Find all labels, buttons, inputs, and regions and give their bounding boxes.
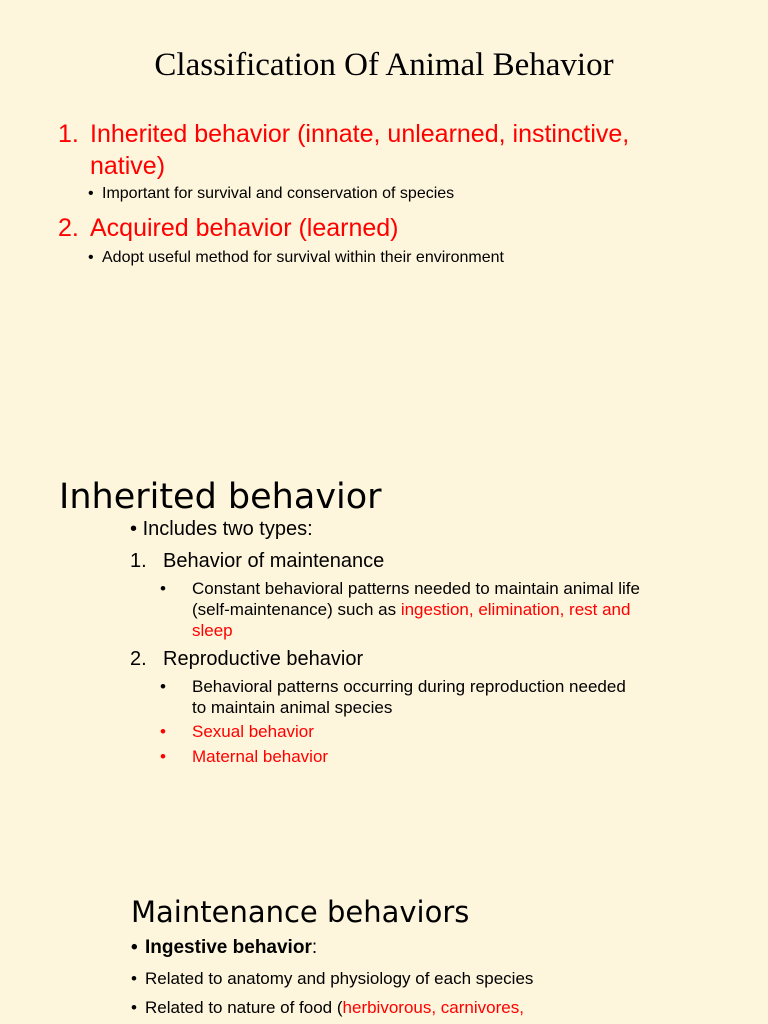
slide1-item-1 — [58, 118, 718, 182]
intro-text: Includes two types: — [142, 518, 313, 540]
slide1-subitem-1 — [88, 184, 688, 204]
bullet-icon: • — [160, 579, 166, 598]
point-text: Related to anatomy and physiology of each species — [145, 969, 534, 988]
bullet-icon: • — [160, 677, 166, 696]
bullet-icon: • — [160, 722, 166, 741]
heading-text: Ingestive behavior — [145, 937, 312, 958]
slide2-intro — [130, 517, 530, 541]
bullet-icon: • — [131, 969, 137, 988]
point-black: Related to nature of food ( — [145, 998, 343, 1017]
heading-colon: : — [311, 937, 318, 958]
subitem-text: Adopt useful method for survival within their environment — [102, 249, 504, 266]
slide2-type-1-desc — [160, 578, 650, 641]
slide1-title: Classification Of Animal Behavior — [154, 47, 614, 83]
subitem-text: Important for survival and conservation of species — [102, 185, 455, 202]
desc-text — [192, 578, 642, 641]
desc-red: ingestion, elimination, rest and sleep — [192, 600, 631, 640]
desc-text: Behavioral patterns occurring during reproduction needed to maintain animal species — [192, 677, 626, 717]
bullet-icon: • — [131, 937, 138, 958]
slide2-type-2 — [130, 647, 530, 671]
slide1-item-2 — [58, 212, 718, 244]
type-label: Reproductive behavior — [163, 648, 364, 670]
slide2-subitem-sexual — [160, 721, 650, 742]
type-label: Behavior of maintenance — [163, 550, 385, 572]
slide3-heading — [131, 937, 531, 959]
desc-black: Constant behavioral patterns needed to maintain animal life (self-maintenance) such as — [192, 579, 640, 619]
type-number: 2. — [130, 648, 147, 670]
bullet-icon: • — [88, 185, 94, 202]
subitem-text: Maternal behavior — [192, 747, 329, 766]
subitem-text: Sexual behavior — [192, 722, 314, 741]
slide3-point-1 — [131, 968, 631, 990]
item-text: Inherited behavior (innate, unlearned, instinctive, native) — [90, 120, 630, 180]
point-red: herbivorous, carnivores, — [342, 998, 524, 1017]
slide3-title: Maintenance behaviors — [131, 895, 470, 929]
slide2-subitem-maternal — [160, 746, 650, 767]
item-text: Acquired behavior (learned) — [90, 214, 399, 242]
slide2-type-2-desc — [160, 676, 650, 718]
bullet-icon: • — [88, 249, 94, 266]
item-number: 1. — [58, 120, 79, 148]
bullet-icon: • — [160, 747, 166, 766]
slide2-type-1 — [130, 549, 530, 573]
point-text — [145, 997, 524, 1019]
bullet-icon: • — [131, 998, 137, 1017]
type-number: 1. — [130, 550, 147, 572]
bullet-icon: • — [130, 518, 138, 540]
slide1-subitem-2 — [88, 248, 688, 268]
slide3-point-2 — [131, 997, 631, 1019]
slide2-title: Inherited behavior — [59, 477, 382, 517]
item-number: 2. — [58, 214, 79, 242]
